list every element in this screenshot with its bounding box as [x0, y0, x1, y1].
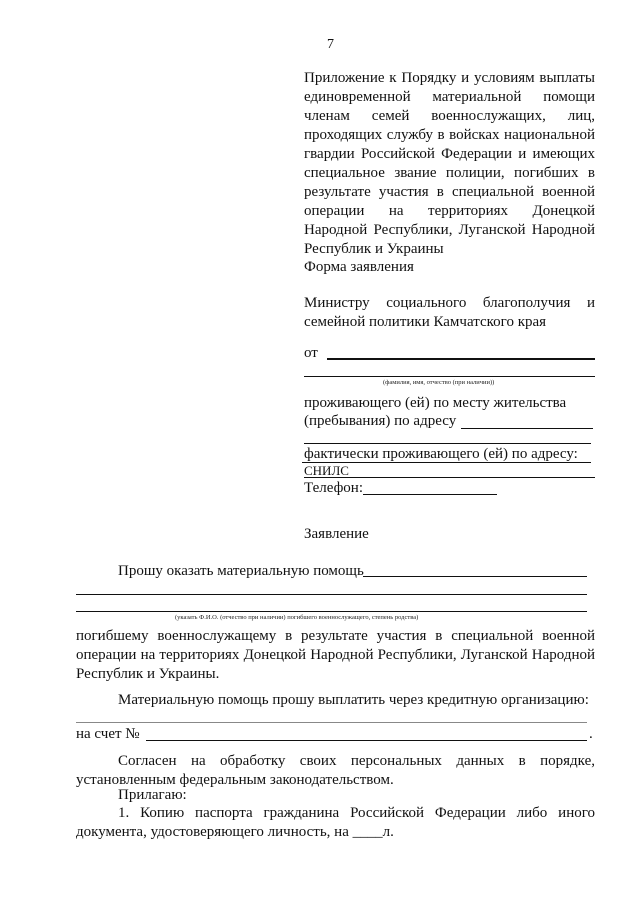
- snils-label: СНИЛС: [304, 463, 349, 478]
- deceased-hint: (указать Ф.И.О. (отчество при наличии) погибшего военнослужащего, степень родства): [175, 614, 419, 621]
- phone-label: Телефон:: [304, 480, 363, 496]
- snils-line: [304, 477, 595, 478]
- deceased-paragraph: погибшему военнослужащему в результате участия в специальной военной операции на территориях Донецкой Народной Республики, Луганской Народной Республик и Украины.: [76, 628, 595, 682]
- deceased-line-1: [76, 594, 587, 595]
- fio-hint: (фамилия, имя, отчество (при наличии)): [383, 379, 495, 386]
- account-fill-line: [146, 740, 587, 741]
- consent-paragraph: Согласен на обработку своих персональных данных в порядке, установленным федеральным законодательством.: [76, 753, 595, 788]
- account-label: на счет №: [76, 726, 140, 742]
- page-number: 7: [327, 37, 334, 52]
- request-fill-line: [363, 576, 587, 577]
- from-fill-line: [327, 358, 595, 360]
- fio-line: [304, 376, 595, 377]
- payment-request: Материальную помощь прошу выплатить через кредитную организацию:: [118, 692, 589, 708]
- from-label: от: [304, 345, 318, 361]
- form-label: Форма заявления: [304, 259, 414, 275]
- statement-title: Заявление: [304, 526, 369, 542]
- residence-label-2: (пребывания) по адресу: [304, 413, 457, 429]
- addressee: Министру социального благополучия и семейной политики Камчатского края: [304, 295, 595, 330]
- residence-fill-line: [461, 428, 593, 429]
- actual-address-label: фактически проживающего (ей) по адресу:: [304, 446, 578, 462]
- appendix-title: Приложение к Порядку и условиям выплаты единовременной материальной помощи членам семей военнослужащих, лиц, проходящих службу в войсках национальной гвардии Российской Федерации и имеющих специальное звание полиции, погибших в результате участия в специальной военной операции на территориях Донецкой Народной Республики, Луганской Народной Республик и Украины: [304, 70, 595, 257]
- request-text: Прошу оказать материальную помощь: [118, 563, 364, 579]
- residence-label-1: проживающего (ей) по месту жительства: [304, 395, 567, 411]
- bank-line: [76, 722, 587, 723]
- address-line: [304, 443, 591, 444]
- account-period: .: [589, 726, 593, 742]
- attach-item-1: 1. Копию паспорта гражданина Российской Федерации либо иного документа, удостоверяющего личность, на ____л.: [76, 805, 595, 840]
- attach-label: Прилагаю:: [118, 787, 187, 803]
- deceased-line-2: [76, 611, 587, 612]
- phone-fill-line: [363, 494, 497, 495]
